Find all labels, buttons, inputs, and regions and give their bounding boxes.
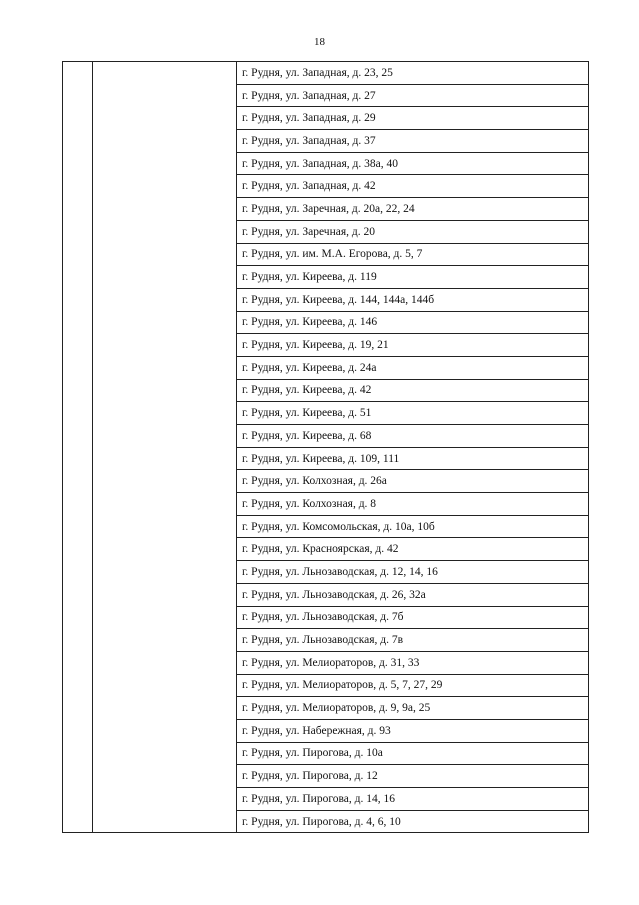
table-row [63,130,589,153]
table-cell-settlement [93,674,237,697]
table-cell-address: г. Рудня, ул. Льнозаводская, д. 26, 32а [237,583,589,606]
table-cell-settlement [93,130,237,153]
table-cell-settlement [93,788,237,811]
table-cell-address: г. Рудня, ул. Киреева, д. 109, 111 [237,447,589,470]
table-cell-address: г. Рудня, ул. Киреева, д. 19, 21 [237,334,589,357]
table-cell-settlement [93,583,237,606]
table-cell-number [63,266,93,289]
table-cell-settlement [93,107,237,130]
table-cell-settlement [93,220,237,243]
table-row [63,425,589,448]
table-row [63,538,589,561]
table-cell-address: г. Рудня, ул. Заречная, д. 20а, 22, 24 [237,198,589,221]
table-cell-address: г. Рудня, ул. Комсомольская, д. 10а, 10б [237,515,589,538]
table-cell-address: г. Рудня, ул. Колхозная, д. 8 [237,493,589,516]
table-cell-address: г. Рудня, ул. Пирогова, д. 4, 6, 10 [237,810,589,833]
table-cell-settlement [93,561,237,584]
table-cell-settlement [93,152,237,175]
table-cell-address: г. Рудня, ул. Западная, д. 38а, 40 [237,152,589,175]
table-cell-number [63,198,93,221]
table-row [63,379,589,402]
table-cell-address: г. Рудня, ул. Пирогова, д. 14, 16 [237,788,589,811]
table-row [63,62,589,85]
table-cell-settlement [93,719,237,742]
table-cell-settlement [93,629,237,652]
table-cell-settlement [93,470,237,493]
table-cell-number [63,719,93,742]
table-cell-address: г. Рудня, ул. Льнозаводская, д. 7б [237,606,589,629]
table-cell-settlement [93,198,237,221]
page-number: 18 [314,36,325,48]
table-cell-number [63,152,93,175]
table-row [63,356,589,379]
table-cell-number [63,583,93,606]
table-row [63,561,589,584]
table-row [63,810,589,833]
table-cell-number [63,84,93,107]
table-row [63,606,589,629]
table-cell-number [63,425,93,448]
table-cell-address: г. Рудня, ул. Красноярская, д. 42 [237,538,589,561]
table-cell-number [63,288,93,311]
table-cell-settlement [93,493,237,516]
table-row [63,220,589,243]
table-row [63,266,589,289]
table-cell-settlement [93,62,237,85]
table-cell-address: г. Рудня, ул. Киреева, д. 51 [237,402,589,425]
table-cell-settlement [93,288,237,311]
table-cell-number [63,379,93,402]
table-cell-settlement [93,175,237,198]
table-row [63,765,589,788]
table-cell-address: г. Рудня, ул. Западная, д. 42 [237,175,589,198]
table-row [63,311,589,334]
table-cell-address: г. Рудня, ул. Западная, д. 29 [237,107,589,130]
table-row [63,288,589,311]
table-row [63,629,589,652]
table-cell-settlement [93,334,237,357]
table-cell-address: г. Рудня, ул. Киреева, д. 119 [237,266,589,289]
table-cell-settlement [93,515,237,538]
table-cell-settlement [93,742,237,765]
table-cell-number [63,130,93,153]
address-table [62,61,589,833]
table-row [63,493,589,516]
table-row [63,742,589,765]
table-row [63,402,589,425]
table-cell-address: г. Рудня, ул. Мелиораторов, д. 5, 7, 27, 29 [237,674,589,697]
table-cell-address: г. Рудня, ул. Киреева, д. 42 [237,379,589,402]
table-cell-settlement [93,84,237,107]
table-cell-number [63,742,93,765]
table-cell-number [63,493,93,516]
table-cell-address: г. Рудня, ул. Западная, д. 23, 25 [237,62,589,85]
table-cell-number [63,515,93,538]
table-row [63,674,589,697]
table-cell-number [63,447,93,470]
table-cell-number [63,107,93,130]
table-cell-settlement [93,447,237,470]
table-cell-address: г. Рудня, ул. Западная, д. 27 [237,84,589,107]
table-cell-address: г. Рудня, ул. Мелиораторов, д. 9, 9а, 25 [237,697,589,720]
table-cell-number [63,402,93,425]
table-cell-address: г. Рудня, ул. Западная, д. 37 [237,130,589,153]
table-cell-address: г. Рудня, ул. Льнозаводская, д. 12, 14, 16 [237,561,589,584]
table-row [63,583,589,606]
table-cell-number [63,765,93,788]
table-row [63,334,589,357]
table-cell-number [63,334,93,357]
table-cell-number [63,311,93,334]
table-row [63,243,589,266]
table-cell-address: г. Рудня, ул. Заречная, д. 20 [237,220,589,243]
table-row [63,447,589,470]
table-cell-number [63,243,93,266]
table-cell-number [63,606,93,629]
table-row [63,788,589,811]
table-row [63,470,589,493]
table-cell-number [63,175,93,198]
table-cell-number [63,651,93,674]
table-cell-settlement [93,311,237,334]
table-cell-address: г. Рудня, ул. им. М.А. Егорова, д. 5, 7 [237,243,589,266]
table-cell-settlement [93,810,237,833]
table-cell-number [63,629,93,652]
table-cell-number [63,697,93,720]
table-row [63,152,589,175]
table-row [63,651,589,674]
table-cell-address: г. Рудня, ул. Киреева, д. 24а [237,356,589,379]
table-row [63,84,589,107]
table-row [63,515,589,538]
table-cell-address: г. Рудня, ул. Льнозаводская, д. 7в [237,629,589,652]
table-cell-number [63,674,93,697]
table-cell-number [63,788,93,811]
table-cell-settlement [93,651,237,674]
table-cell-number [63,561,93,584]
table-cell-number [63,62,93,85]
table-cell-settlement [93,243,237,266]
table-cell-address: г. Рудня, ул. Набережная, д. 93 [237,719,589,742]
table-cell-address: г. Рудня, ул. Киреева, д. 146 [237,311,589,334]
table-cell-settlement [93,266,237,289]
table-cell-number [63,220,93,243]
address-table-body [63,62,589,833]
table-cell-number [63,356,93,379]
table-cell-address: г. Рудня, ул. Пирогова, д. 10а [237,742,589,765]
table-cell-settlement [93,606,237,629]
table-cell-settlement [93,379,237,402]
table-cell-address: г. Рудня, ул. Мелиораторов, д. 31, 33 [237,651,589,674]
table-cell-settlement [93,356,237,379]
table-row [63,697,589,720]
table-cell-settlement [93,538,237,561]
table-cell-address: г. Рудня, ул. Киреева, д. 144, 144а, 144б [237,288,589,311]
table-cell-address: г. Рудня, ул. Пирогова, д. 12 [237,765,589,788]
table-cell-number [63,810,93,833]
table-cell-address: г. Рудня, ул. Колхозная, д. 26а [237,470,589,493]
table-row [63,175,589,198]
table-cell-settlement [93,765,237,788]
table-row [63,107,589,130]
table-cell-settlement [93,402,237,425]
table-cell-address: г. Рудня, ул. Киреева, д. 68 [237,425,589,448]
table-cell-settlement [93,425,237,448]
table-row [63,719,589,742]
table-row [63,198,589,221]
table-cell-number [63,538,93,561]
table-cell-settlement [93,697,237,720]
table-cell-number [63,470,93,493]
